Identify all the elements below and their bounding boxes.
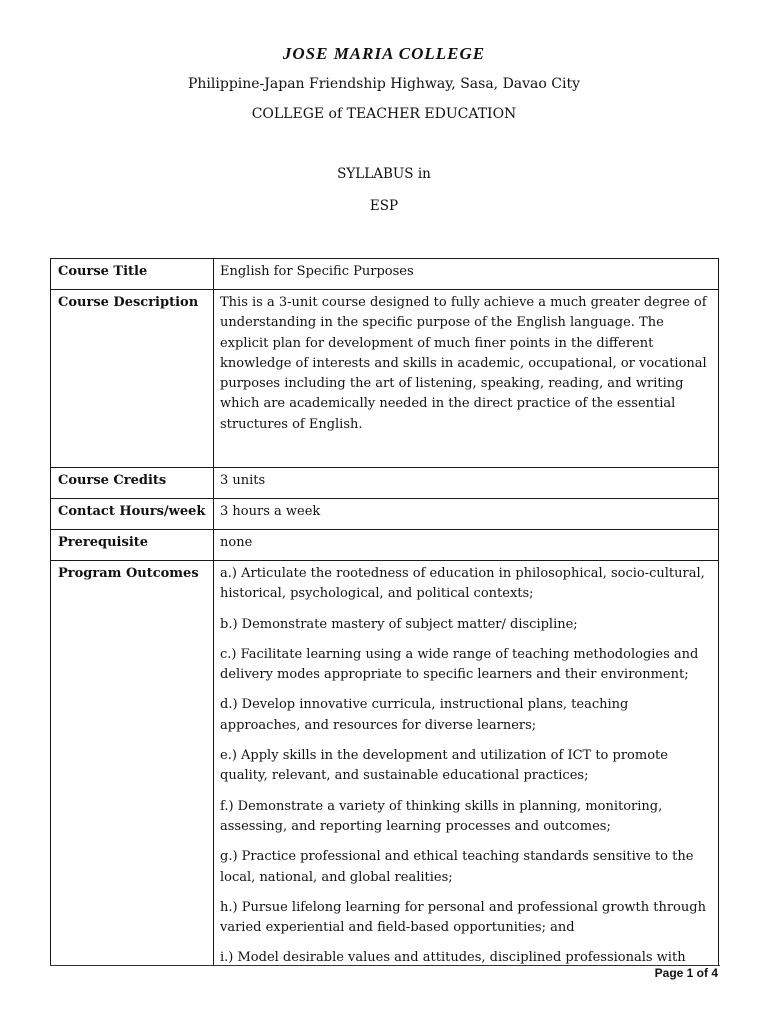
footer-divider (50, 965, 720, 966)
course-title-label: Course Title (51, 259, 214, 290)
list-item: a.) Articulate the rootedness of education in philosophical, socio-cultural, historical, psychological, and political contexts; (220, 566, 705, 602)
course-description-value: This is a 3-unit course designed to fully achieve a much greater degree of understanding in the specific purpose of the English language. The explicit plan for development of much finer points in the different knowledge of interests and skills in academic, occupational, or vocational purposes including the art of listening, speaking, reading, and writing which are academically needed in the direct practice of the essential structures of English. (214, 290, 719, 468)
table-row-program-outcomes (51, 561, 719, 966)
prerequisite-label: Prerequisite (51, 530, 214, 561)
table-row-course-title (51, 259, 719, 290)
table-row-course-description (51, 290, 719, 468)
department-name: COLLEGE of TEACHER EDUCATION (251, 106, 517, 122)
list-item: b.) Demonstrate mastery of subject matter/ discipline; (220, 616, 578, 632)
list-item: d.) Develop innovative curricula, instructional plans, teaching approaches, and resources for diverse learners; (220, 697, 629, 733)
program-outcomes-label: Program Outcomes (51, 561, 214, 966)
prerequisite-value: none (214, 530, 719, 561)
table-row-course-credits (51, 468, 719, 499)
list-item: h.) Pursue lifelong learning for personal and professional growth through varied experiential and field-based opportunities; and (220, 899, 706, 936)
program-outcomes-list (220, 561, 708, 965)
college-name: JOSE MARIA COLLEGE (282, 44, 486, 63)
subject-name: ESP (369, 198, 399, 214)
syllabus-table (50, 258, 719, 966)
list-item: i.) Model desirable values and attitudes, disciplined professionals with (220, 950, 686, 965)
page-number: Page 1 of 4 (654, 966, 718, 980)
course-title-value: English for Specific Purposes (214, 259, 719, 290)
syllabus-label: SYLLABUS in (337, 166, 431, 182)
contact-hours-label: Contact Hours/week (51, 499, 214, 530)
program-outcomes-value (214, 561, 719, 966)
table-row-contact-hours (51, 499, 719, 530)
list-item: e.) Apply skills in the development and utilization of ICT to promote quality, relevant, and sustainable educational practices; (220, 748, 668, 784)
list-item: g.) Practice professional and ethical teaching standards sensitive to the local, national, and global realities; (220, 849, 694, 885)
course-description-label: Course Description (51, 290, 214, 468)
table-row-prerequisite (51, 530, 719, 561)
course-credits-label: Course Credits (51, 468, 214, 499)
list-item: f.) Demonstrate a variety of thinking skills in planning, monitoring, assessing, and reporting learning processes and outcomes; (220, 798, 663, 834)
list-item: c.) Facilitate learning using a wide range of teaching methodologies and delivery modes appropriate to specific learners and their environment; (220, 646, 699, 683)
contact-hours-value: 3 hours a week (214, 499, 719, 530)
college-address: Philippine-Japan Friendship Highway, Sasa, Davao City (187, 76, 581, 92)
course-credits-value: 3 units (214, 468, 719, 499)
